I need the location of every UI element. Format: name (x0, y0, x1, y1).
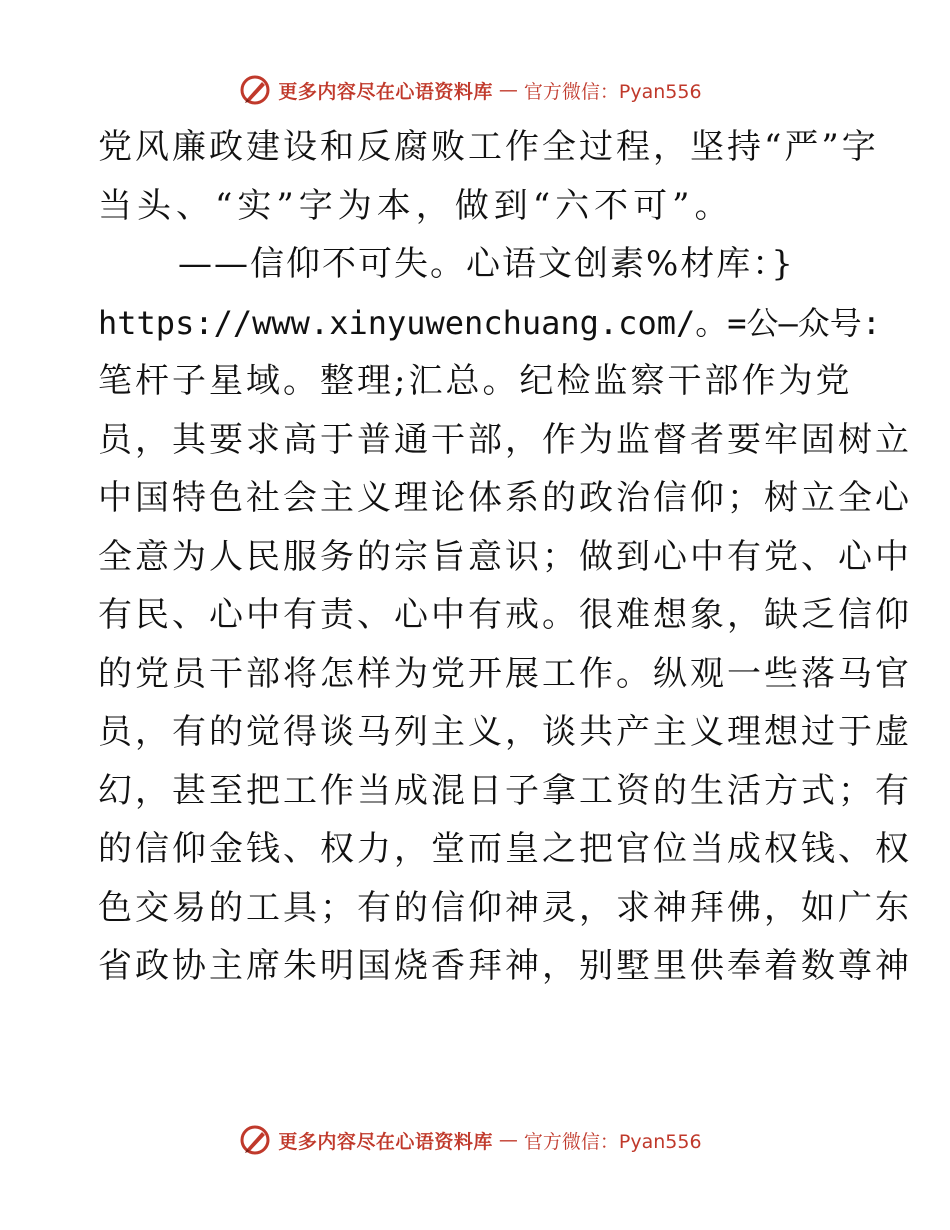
body-line-14: 色交易的工具；有的信仰神灵，求神拜佛，如广东 (98, 887, 912, 928)
footer-banner-inner (238, 1123, 701, 1157)
body-line-13: 的信仰金钱、权力，堂而皇之把官位当成权钱、权 (98, 829, 912, 869)
header-banner-text: 更多内容尽在心语资料库 (278, 80, 493, 103)
body-line-8: 全意为人民服务的宗旨意识；做到心中有党、心中 (98, 536, 912, 577)
footer-banner (0, 1120, 950, 1160)
body-line-10: 的党员干部将怎样为党开展工作。纵观一些落马官 (98, 653, 912, 694)
body-line-15: 省政协主席朱明国烧香拜神，别墅里供奉着数尊神 (98, 946, 912, 986)
pen-logo-icon (238, 1123, 272, 1157)
body-line-1: 党风廉政建设和反腐败工作全过程，坚持“严”字 (98, 127, 879, 167)
body-line-3: ——信仰不可失。心语文创素%材库：} (178, 244, 795, 284)
body-line-11: 员，有的觉得谈马列主义，谈共产主义理想过于虚 (98, 712, 912, 752)
body-line-9: 有民、心中有责、心中有戒。很难想象，缺乏信仰 (98, 595, 912, 635)
pen-logo-icon (238, 73, 272, 107)
body-line-2: 当头、“实”字为本，做到“六不可”。 (98, 185, 734, 226)
body-line-5: 笔杆子星域。整理;汇总。纪检监察干部作为党 (98, 361, 853, 401)
header-banner-separator: — (498, 79, 518, 101)
body-line-4: https://www.xinyuwenchuang.com/。=公—众号: (98, 303, 882, 342)
header-banner-inner (238, 73, 701, 107)
footer-banner-separator: — (498, 1129, 518, 1151)
footer-banner-text: 更多内容尽在心语资料库 (278, 1130, 493, 1153)
document-body (98, 118, 912, 996)
body-line-12: 幻，甚至把工作当成混日子拿工资的生活方式；有 (98, 770, 912, 811)
footer-banner-contact: 官方微信：Pyan556 (523, 1130, 702, 1153)
header-banner-contact: 官方微信：Pyan556 (523, 80, 702, 103)
header-banner (0, 70, 950, 110)
body-line-6: 员，其要求高于普通干部，作为监督者要牢固树立 (98, 419, 912, 460)
body-line-7: 中国特色社会主义理论体系的政治信仰；树立全心 (98, 478, 912, 518)
